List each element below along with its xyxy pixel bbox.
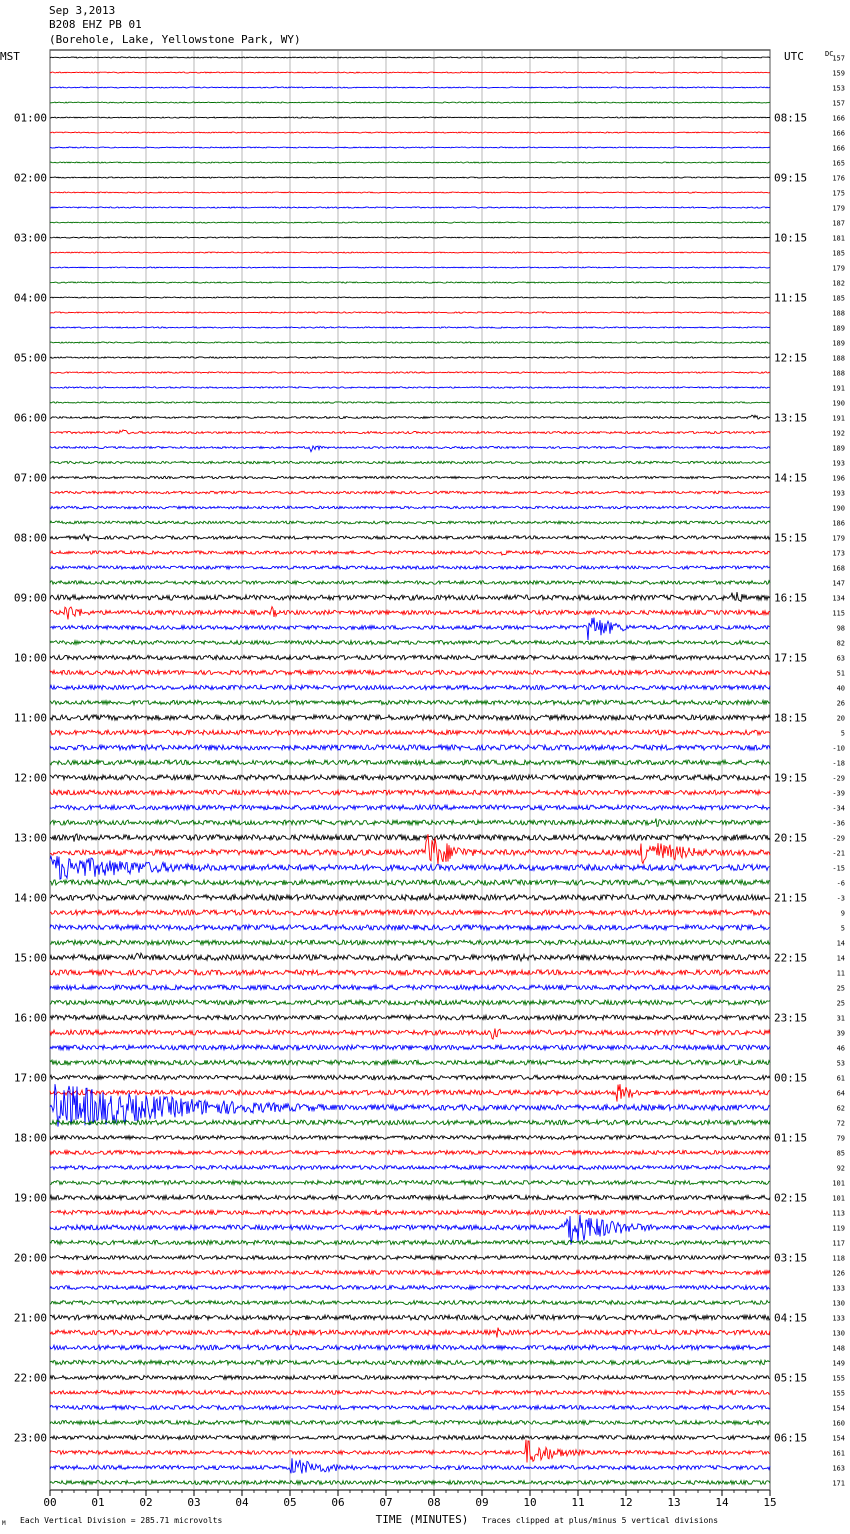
dc-offset-label: 165	[832, 159, 845, 168]
dc-offset-label: 79	[836, 1134, 845, 1143]
dc-offset-label: 179	[832, 264, 845, 273]
seismic-trace	[50, 551, 770, 555]
seismic-trace	[50, 592, 770, 601]
dc-offset-label: 118	[832, 1254, 845, 1263]
dc-offset-label: 20	[836, 714, 845, 723]
dc-offset-label: -21	[832, 849, 845, 858]
dc-offset-label: 92	[836, 1164, 845, 1173]
seismic-trace	[50, 192, 770, 193]
seismic-trace	[50, 1345, 770, 1350]
seismic-trace	[50, 745, 770, 750]
dc-offset-label: 189	[832, 339, 845, 348]
seismic-trace	[50, 57, 770, 58]
dc-offset-label: 14	[836, 939, 845, 948]
dc-offset-label: 157	[832, 54, 845, 63]
seismic-trace	[50, 461, 770, 463]
dc-offset-label: 192	[832, 429, 845, 438]
seismic-trace	[50, 506, 770, 509]
seismic-trace	[50, 685, 770, 689]
seismic-trace	[50, 715, 770, 720]
dc-offset-label: 168	[832, 564, 845, 573]
right-hour-label: 05:15	[774, 1371, 808, 1385]
seismic-trace	[50, 894, 770, 901]
seismic-trace	[50, 1376, 770, 1380]
dc-offset-label: 190	[832, 504, 845, 513]
dc-offset-label: 181	[832, 234, 845, 243]
dc-offset-label: 147	[832, 579, 845, 588]
dc-column-label: DC	[825, 50, 834, 58]
x-tick-label: 12	[619, 1496, 633, 1509]
seismic-trace	[50, 1391, 770, 1395]
dc-offset-label: -10	[832, 744, 845, 753]
dc-offset-label: 119	[832, 1224, 845, 1233]
right-hour-label: 22:15	[774, 951, 808, 965]
seismic-trace	[50, 940, 770, 945]
dc-offset-label: 173	[832, 549, 845, 558]
seismic-trace	[50, 1166, 770, 1170]
seismic-trace	[50, 910, 770, 915]
x-tick-label: 08	[427, 1496, 441, 1509]
dc-offset-label: 163	[832, 1464, 845, 1473]
dc-offset-label: 46	[836, 1044, 845, 1053]
seismic-trace	[50, 87, 770, 88]
seismic-trace	[50, 252, 770, 253]
seismic-trace	[50, 834, 770, 842]
seismic-trace	[50, 985, 770, 990]
right-hour-label: 16:15	[774, 591, 808, 605]
dc-offset-label: -36	[832, 819, 845, 828]
seismic-trace	[50, 342, 770, 343]
dc-offset-label: 166	[832, 129, 845, 138]
dc-offset-label: 40	[836, 684, 845, 693]
dc-offset-label: 187	[832, 219, 845, 228]
x-tick-label: 00	[43, 1496, 57, 1509]
seismic-trace	[50, 207, 770, 208]
seismic-trace	[50, 1195, 770, 1199]
seismic-trace	[50, 430, 770, 434]
seismic-trace	[50, 856, 770, 879]
seismic-trace	[50, 1000, 770, 1005]
x-tick-label: 04	[235, 1496, 249, 1509]
dc-offset-label: 14	[836, 954, 845, 963]
seismic-trace	[50, 1315, 770, 1320]
seismic-trace	[50, 1136, 770, 1140]
seismic-trace	[50, 446, 770, 452]
dc-offset-label: 126	[832, 1269, 845, 1278]
right-hour-label: 11:15	[774, 291, 808, 305]
seismic-trace	[50, 1181, 770, 1185]
seismic-trace	[50, 1406, 770, 1410]
dc-offset-label: -6	[836, 879, 845, 888]
left-hour-label: 09:00	[13, 591, 47, 605]
dc-offset-label: 193	[832, 489, 845, 498]
seismic-trace	[50, 534, 770, 541]
plot-frame	[50, 50, 770, 1490]
seismic-trace	[50, 581, 770, 585]
right-hour-label: 15:15	[774, 531, 808, 545]
dc-offset-label: 98	[836, 624, 845, 633]
seismic-trace	[50, 521, 770, 524]
seismic-trace	[50, 72, 770, 73]
dc-offset-label: 63	[836, 654, 845, 663]
trace-group	[50, 57, 770, 1485]
seismic-trace	[50, 1440, 770, 1463]
seismic-trace	[50, 1481, 770, 1485]
seismic-trace	[50, 730, 770, 735]
dc-offset-label: 113	[832, 1209, 845, 1218]
dc-offset-label: 5	[840, 924, 845, 933]
dc-offset-label: 189	[832, 444, 845, 453]
dc-offset-label: 25	[836, 984, 845, 993]
dc-offset-label: 82	[836, 639, 845, 648]
right-hour-label: 21:15	[774, 891, 808, 905]
dc-offset-label: -3	[836, 894, 845, 903]
dc-offset-label: 149	[832, 1359, 845, 1368]
seismic-trace	[50, 1328, 770, 1338]
seismic-trace	[50, 1084, 770, 1101]
dc-offset-label: 153	[832, 84, 845, 93]
dc-offset-label: 185	[832, 294, 845, 303]
seismic-trace	[50, 476, 770, 478]
seismic-trace	[50, 1215, 770, 1245]
dc-offset-label: 25	[836, 999, 845, 1008]
x-tick-label: 02	[139, 1496, 153, 1509]
dc-offset-label: 186	[832, 519, 845, 528]
right-hour-label: 06:15	[774, 1431, 808, 1445]
x-tick-label: 03	[187, 1496, 201, 1509]
left-hour-label: 13:00	[13, 831, 47, 845]
dc-offset-label: 134	[832, 594, 845, 603]
right-hour-label: 18:15	[774, 711, 808, 725]
seismic-trace	[50, 1458, 770, 1473]
dc-offset-label: -15	[832, 864, 845, 873]
dc-offset-label: 188	[832, 309, 845, 318]
dc-offset-label: 154	[832, 1404, 845, 1413]
dc-offset-label: 51	[836, 669, 845, 678]
dc-offset-label: 133	[832, 1284, 845, 1293]
clip-note: Traces clipped at plus/minus 5 vertical divisions	[482, 1516, 719, 1525]
dc-offset-label: 166	[832, 144, 845, 153]
left-hour-label: 20:00	[13, 1251, 47, 1265]
label-group	[0, 50, 845, 1527]
x-tick-label: 07	[379, 1496, 393, 1509]
left-hour-label: 04:00	[13, 291, 47, 305]
seismic-trace	[50, 1045, 770, 1050]
x-axis-label: TIME (MINUTES)	[375, 1513, 469, 1526]
seismic-trace	[50, 1060, 770, 1065]
dc-offset-label: 11	[836, 969, 845, 978]
seismic-trace	[50, 402, 770, 403]
scale-note: Each Vertical Division = 285.71 microvolts	[20, 1516, 223, 1525]
dc-offset-label: 148	[832, 1344, 845, 1353]
dc-offset-label: 190	[832, 399, 845, 408]
left-hour-label: 18:00	[13, 1131, 47, 1145]
left-hour-label: 08:00	[13, 531, 47, 545]
dc-offset-label: 72	[836, 1119, 845, 1128]
dc-offset-label: 191	[832, 384, 845, 393]
left-hour-label: 12:00	[13, 771, 47, 785]
left-hour-label: 10:00	[13, 651, 47, 665]
dc-offset-label: 64	[836, 1089, 845, 1098]
dc-offset-label: 9	[840, 909, 845, 918]
dc-offset-label: 61	[836, 1074, 845, 1083]
seismic-trace	[50, 790, 770, 795]
corner-mark: M	[2, 1520, 6, 1527]
chart-title-date: Sep 3,2013	[49, 4, 116, 17]
dc-offset-label: 160	[832, 1419, 845, 1428]
x-tick-label: 14	[715, 1496, 729, 1509]
dc-offset-label: -18	[832, 759, 845, 768]
seismic-trace	[50, 970, 770, 975]
dc-offset-label: 196	[832, 474, 845, 483]
dc-offset-label: 101	[832, 1194, 845, 1203]
right-hour-label: 02:15	[774, 1191, 808, 1205]
seismic-trace	[50, 1075, 770, 1079]
left-hour-label: 02:00	[13, 171, 47, 185]
seismic-trace	[50, 312, 770, 313]
x-tick-label: 15	[763, 1496, 777, 1509]
dc-offset-label: 39	[836, 1029, 845, 1038]
seismic-trace	[50, 670, 770, 674]
right-hour-label: 03:15	[774, 1251, 808, 1265]
seismic-trace	[50, 655, 770, 659]
dc-offset-label: 133	[832, 1314, 845, 1323]
seismic-trace	[50, 1256, 770, 1260]
seismic-trace	[50, 387, 770, 388]
seismic-trace	[50, 1436, 770, 1440]
dc-offset-label: 185	[832, 249, 845, 258]
left-hour-label: 17:00	[13, 1071, 47, 1085]
left-hour-label: 01:00	[13, 111, 47, 125]
right-hour-label: 01:15	[774, 1131, 808, 1145]
right-timezone-label: UTC	[784, 50, 804, 63]
seismic-trace	[50, 132, 770, 133]
seismic-trace	[50, 1029, 770, 1040]
dc-offset-label: 117	[832, 1239, 845, 1248]
left-hour-label: 15:00	[13, 951, 47, 965]
seismic-trace	[50, 1286, 770, 1290]
seismic-trace	[50, 415, 770, 419]
seismic-trace	[50, 760, 770, 765]
x-tick-label: 13	[667, 1496, 681, 1509]
x-tick-label: 06	[331, 1496, 345, 1509]
seismic-trace	[50, 177, 770, 178]
left-hour-label: 21:00	[13, 1311, 47, 1325]
x-tick-label: 01	[91, 1496, 105, 1509]
seismic-trace	[50, 357, 770, 358]
dc-offset-label: 166	[832, 114, 845, 123]
seismic-trace	[50, 1151, 770, 1155]
seismic-trace	[50, 775, 770, 780]
right-hour-label: 12:15	[774, 351, 808, 365]
dc-offset-label: 193	[832, 459, 845, 468]
x-tick-label: 10	[523, 1496, 537, 1509]
right-hour-label: 23:15	[774, 1011, 808, 1025]
dc-offset-label: 154	[832, 1434, 845, 1443]
left-hour-label: 11:00	[13, 711, 47, 725]
right-hour-label: 09:15	[774, 171, 808, 185]
seismic-trace	[50, 147, 770, 148]
dc-offset-label: 176	[832, 174, 845, 183]
dc-offset-label: 175	[832, 189, 845, 198]
chart-title-station: B208 EHZ PB 01	[49, 18, 142, 31]
dc-offset-label: 171	[832, 1479, 845, 1488]
seismic-trace	[50, 566, 770, 569]
left-hour-label: 19:00	[13, 1191, 47, 1205]
dc-offset-label: 101	[832, 1179, 845, 1188]
seismic-trace	[50, 491, 770, 494]
left-hour-label: 07:00	[13, 471, 47, 485]
seismic-trace	[50, 222, 770, 223]
dc-offset-label: 155	[832, 1374, 845, 1383]
right-hour-label: 17:15	[774, 651, 808, 665]
seismic-trace	[50, 237, 770, 238]
right-hour-label: 20:15	[774, 831, 808, 845]
left-hour-label: 23:00	[13, 1431, 47, 1445]
dc-offset-label: 115	[832, 609, 845, 618]
seismic-trace	[50, 1271, 770, 1275]
dc-offset-label: -39	[832, 789, 845, 798]
seismic-trace	[50, 618, 770, 641]
left-hour-label: 06:00	[13, 411, 47, 425]
dc-offset-label: 182	[832, 279, 845, 288]
dc-offset-label: 53	[836, 1059, 845, 1068]
x-tick-label: 05	[283, 1496, 297, 1509]
dc-offset-label: 189	[832, 324, 845, 333]
dc-offset-label: 26	[836, 699, 845, 708]
dc-offset-label: 62	[836, 1104, 845, 1113]
dc-offset-label: 161	[832, 1449, 845, 1458]
dc-offset-label: 155	[832, 1389, 845, 1398]
seismic-trace	[50, 1421, 770, 1425]
right-hour-label: 00:15	[774, 1071, 808, 1085]
seismic-trace	[50, 117, 770, 118]
dc-offset-label: 130	[832, 1329, 845, 1338]
seismic-trace	[50, 925, 770, 930]
chart-title-location: (Borehole, Lake, Yellowstone Park, WY)	[49, 33, 301, 46]
dc-offset-label: 179	[832, 534, 845, 543]
right-hour-label: 13:15	[774, 411, 808, 425]
seismic-trace	[50, 641, 770, 645]
seismic-trace	[50, 953, 770, 961]
right-hour-label: 08:15	[774, 111, 808, 125]
dc-offset-label: -29	[832, 834, 845, 843]
seismic-trace	[50, 327, 770, 328]
dc-offset-label: 159	[832, 69, 845, 78]
seismic-trace	[50, 297, 770, 298]
dc-offset-label: 130	[832, 1299, 845, 1308]
seismic-trace	[50, 880, 770, 885]
dc-offset-label: 157	[832, 99, 845, 108]
left-hour-label: 14:00	[13, 891, 47, 905]
seismic-trace	[50, 162, 770, 163]
dc-offset-label: 31	[836, 1014, 845, 1023]
right-hour-label: 10:15	[774, 231, 808, 245]
seismic-trace	[50, 805, 770, 810]
seismic-trace	[50, 102, 770, 103]
dc-offset-label: 191	[832, 414, 845, 423]
seismic-trace	[50, 1210, 770, 1214]
seismic-trace	[50, 1301, 770, 1305]
left-hour-label: 16:00	[13, 1011, 47, 1025]
right-hour-label: 04:15	[774, 1311, 808, 1325]
seismic-trace	[50, 267, 770, 268]
seismic-trace	[50, 607, 770, 620]
left-hour-label: 03:00	[13, 231, 47, 245]
seismic-trace	[50, 282, 770, 283]
dc-offset-label: -29	[832, 774, 845, 783]
seismic-trace	[50, 1240, 770, 1244]
left-timezone-label: MST	[0, 50, 20, 63]
seismic-trace	[50, 700, 770, 705]
seismic-trace	[50, 372, 770, 373]
seismic-trace	[50, 1360, 770, 1364]
dc-offset-label: 179	[832, 204, 845, 213]
seismic-trace	[50, 819, 770, 827]
dc-offset-label: -34	[832, 804, 845, 813]
dc-offset-label: 188	[832, 354, 845, 363]
dc-offset-label: 85	[836, 1149, 845, 1158]
x-tick-label: 11	[571, 1496, 585, 1509]
right-hour-label: 14:15	[774, 471, 808, 485]
dc-offset-label: 5	[840, 729, 845, 738]
seismic-trace	[50, 1120, 770, 1125]
seismic-trace	[50, 1015, 770, 1020]
dc-offset-label: 188	[832, 369, 845, 378]
left-hour-label: 22:00	[13, 1371, 47, 1385]
x-tick-label: 09	[475, 1496, 489, 1509]
left-hour-label: 05:00	[13, 351, 47, 365]
right-hour-label: 19:15	[774, 771, 808, 785]
